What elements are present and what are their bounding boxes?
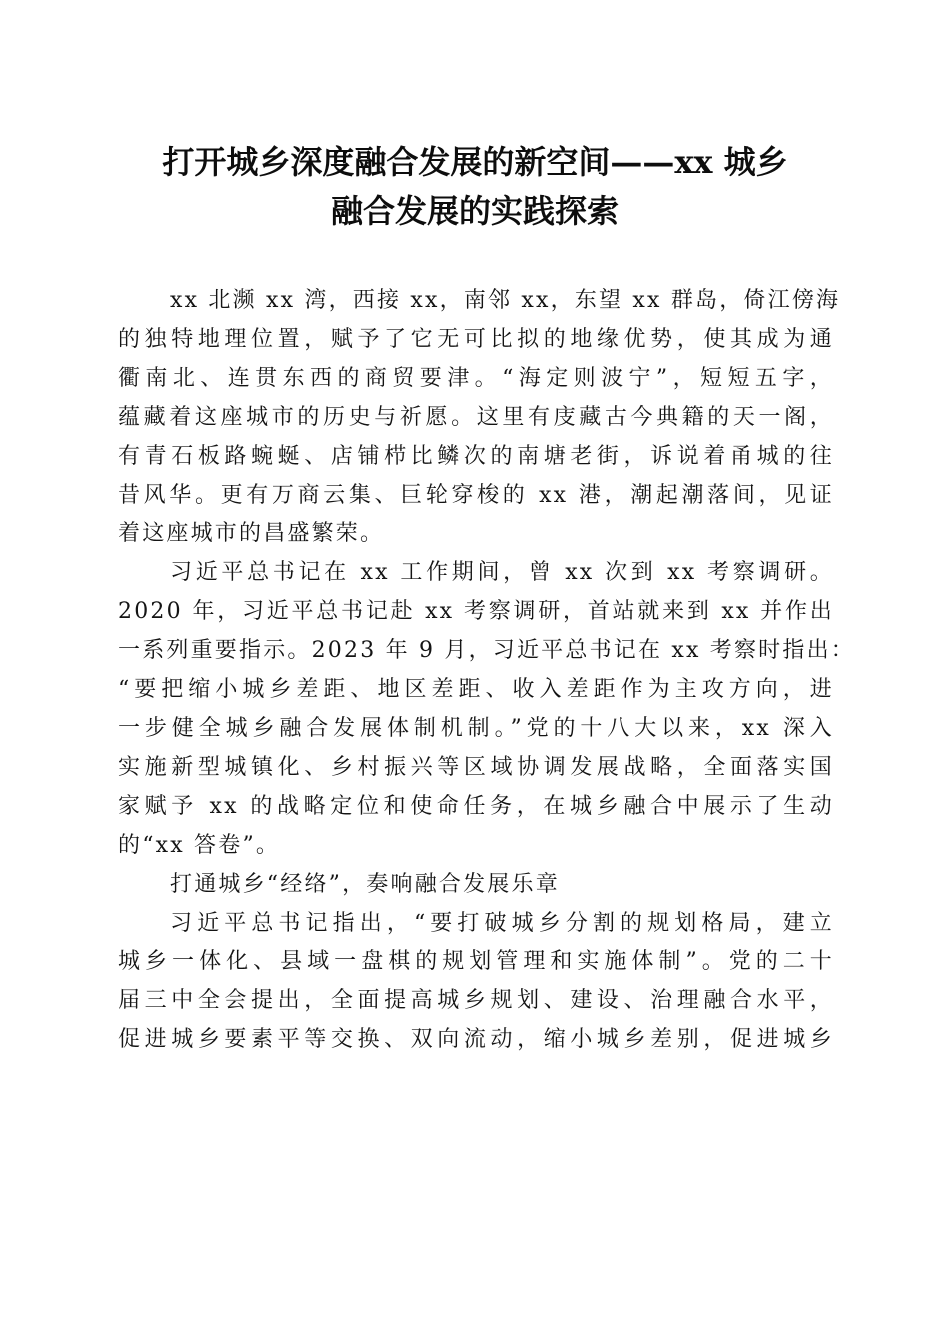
section-heading <box>118 866 834 905</box>
text-line: 打通城乡“经络”，奏响融合发展乐章 <box>170 871 560 897</box>
text-line: 有青石板路蜿蜒、店铺栉比鳞次的南塘老街，诉说着甬城的往 <box>118 443 834 469</box>
text-line: 习近平总书记在 xx 工作期间，曾 xx 次到 xx 考察调研。 <box>170 560 834 586</box>
document-title <box>100 138 850 236</box>
paragraph-visits <box>118 554 855 865</box>
text-line: 的“xx 答卷”。 <box>118 832 281 858</box>
text-line: xx 北濒 xx 湾，西接 xx，南邻 xx，东望 xx 群岛，倚江傍海 <box>170 288 841 313</box>
text-line: 着这座城市的昌盛繁荣。 <box>118 521 385 547</box>
text-line: 届三中全会提出，全面提高城乡规划、建设、治理融合水平， <box>118 988 834 1014</box>
text-line: 的独特地理位置，赋予了它无可比拟的地缘优势，使其成为通 <box>118 326 834 352</box>
text-line: 家赋予 xx 的战略定位和使命任务，在城乡融合中展示了生动 <box>118 793 834 819</box>
text-line: 习近平总书记指出，“要打破城乡分割的规划格局，建立 <box>170 910 834 936</box>
text-line: 衢南北、连贯东西的商贸要津。“海定则波宁”，短短五字， <box>118 365 834 391</box>
paragraph-planning <box>118 905 834 1061</box>
paragraph-intro <box>118 282 841 554</box>
text-line: 蕴藏着这座城市的历史与祈愿。这里有庋藏古今典籍的天一阁， <box>118 404 834 430</box>
text-line: 2020 年，习近平总书记赴 xx 考察调研，首站就来到 xx 并作出 <box>118 599 834 625</box>
text-line: 一系列重要指示。2023 年 9 月，习近平总书记在 xx 考察时指出： <box>118 638 855 664</box>
text-line: 城乡一体化、县域一盘棋的规划管理和实施体制”。党的二十 <box>118 949 834 975</box>
document-body <box>118 282 855 1060</box>
text-line: 实施新型城镇化、乡村振兴等区域协调发展战略，全面落实国 <box>118 754 834 780</box>
title-line: 融合发展的实践探索 <box>330 192 619 230</box>
text-line: “要把缩小城乡差距、地区差距、收入差距作为主攻方向，进 <box>118 677 834 703</box>
text-line: 一步健全城乡融合发展体制机制。”党的十八大以来，xx 深入 <box>118 715 834 741</box>
text-line: 昔风华。更有万商云集、巨轮穿梭的 xx 港，潮起潮落间，见证 <box>118 482 834 508</box>
text-line: 促进城乡要素平等交换、双向流动，缩小城乡差别，促进城乡 <box>118 1027 834 1053</box>
title-line: 打开城乡深度融合发展的新空间——xx 城乡 <box>162 143 788 181</box>
